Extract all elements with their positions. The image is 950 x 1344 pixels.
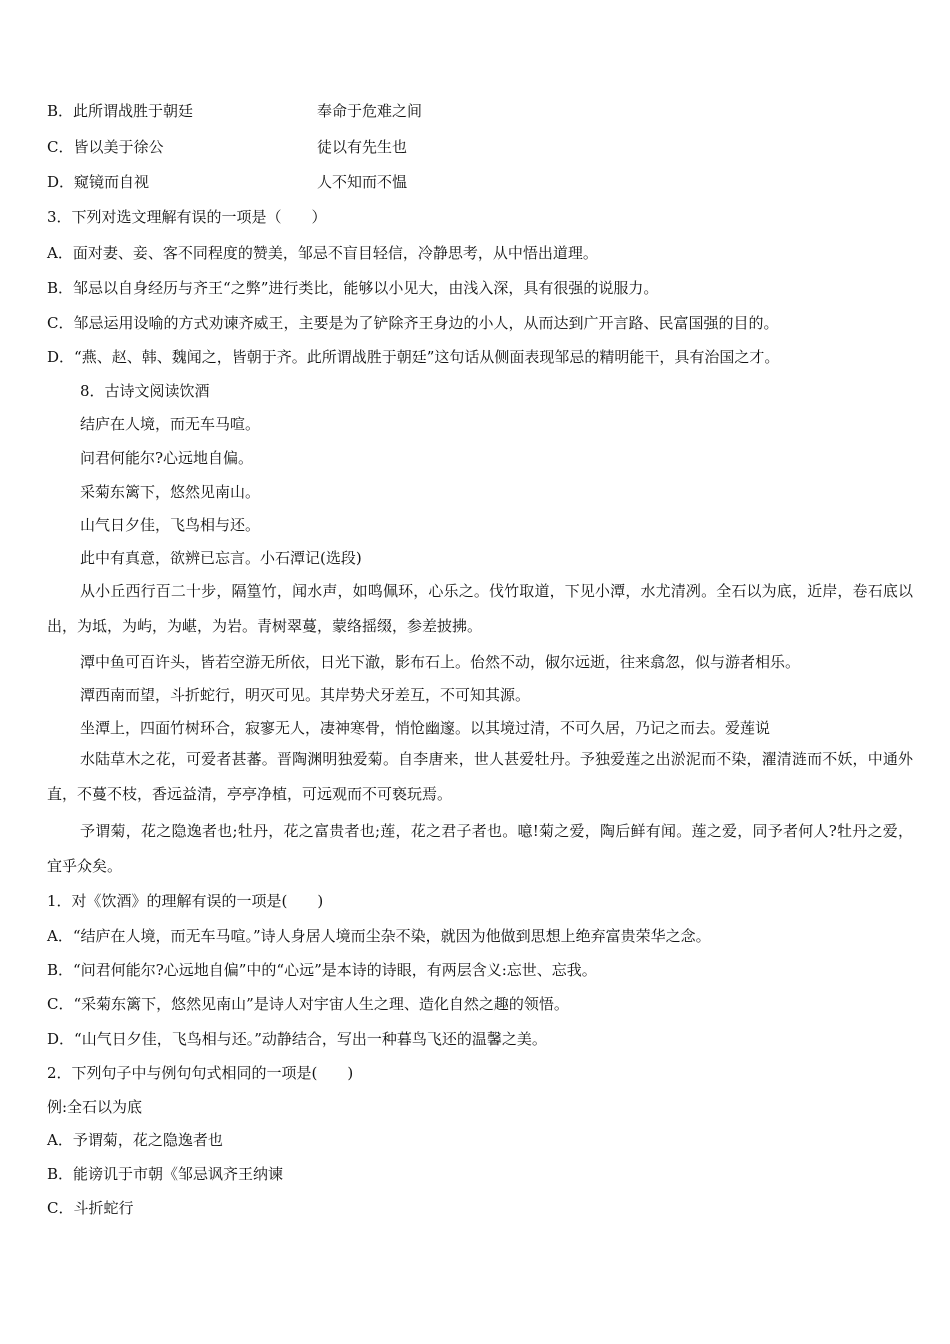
poem-line: 结庐在人境，而无车马喧。 bbox=[80, 415, 261, 433]
xiaoshitan-paragraph: 潭西南而望，斗折蛇行，明灭可见。其岸势犬牙差互，不可知其源。 bbox=[80, 686, 531, 704]
xiaoshitan-paragraph: 坐潭上，四面竹树环合，寂寥无人，凄神寒骨，悄怆幽邃。以其境过清，不可久居，乃记之而去。爱莲说 bbox=[80, 719, 771, 737]
q1-option-b: B．“问君何能尔?心远地自偏”中的“心远”是本诗的诗眼，有两层含义:忘世、忘我。 bbox=[47, 961, 597, 979]
option-right: 徒以有先生也 bbox=[317, 138, 408, 156]
q3-option-d: D．“燕、赵、韩、魏闻之，皆朝于齐。此所谓战胜于朝廷”这句话从侧面表现邹忌的精明能干，具有治国之才。 bbox=[47, 348, 780, 366]
q1-stem: 1．对《饮酒》的理解有误的一项是( ) bbox=[47, 892, 324, 910]
poem-line: 问君何能尔?心远地自偏。 bbox=[80, 449, 254, 467]
q1-option-a: A．“结庐在人境，而无车马喧。”诗人身居人境而尘杂不染，就因为他做到思想上绝弃富贵荣华之念。 bbox=[47, 927, 711, 945]
poem-line: 采菊东篱下，悠然见南山。 bbox=[80, 483, 261, 501]
option-left: B．此所谓战胜于朝廷 bbox=[47, 102, 194, 120]
q2-option-d bbox=[47, 172, 917, 192]
xiaoshitan-paragraph: 从小丘西行百二十步，隔篁竹，闻水声，如鸣佩环，心乐之。伐竹取道，下见小潭，水尤清冽。全石以为底，近岸，卷石底以出，为坻，为屿，为嵁，为岩。青树翠蔓，蒙络摇缀，参差披拂。 bbox=[47, 582, 913, 635]
option-left: C．皆以美于徐公 bbox=[47, 138, 164, 156]
option-right: 人不知而不愠 bbox=[317, 173, 408, 191]
q3-option-c: C．邹忌运用设喻的方式劝谏齐威王，主要是为了铲除齐王身边的小人，从而达到广开言路、民富国强的目的。 bbox=[47, 314, 779, 332]
xiaoshitan-paragraph: 潭中鱼可百许头，皆若空游无所依，日光下澈，影布石上。佁然不动，俶尔远逝，往来翕忽，似与游者相乐。 bbox=[80, 653, 801, 671]
q1-option-d: D．“山气日夕佳，飞鸟相与还。”动静结合，写出一种暮鸟飞还的温馨之美。 bbox=[47, 1030, 547, 1048]
ailian-paragraph: 水陆草木之花，可爱者甚蕃。晋陶渊明独爱菊。自李唐来，世人甚爱牡丹。予独爱莲之出淤泥而不染，濯清涟而不妖，中通外直，不蔓不枝，香远益清，亭亭净植，可远观而不可亵玩焉。 bbox=[47, 750, 913, 803]
poem-line: 山气日夕佳，飞鸟相与还。 bbox=[80, 516, 261, 534]
q2-stem: 2．下列句子中与例句句式相同的一项是( ) bbox=[47, 1064, 354, 1082]
q2-option-b bbox=[47, 101, 917, 121]
poem-line: 此中有真意，欲辨已忘言。小石潭记(选段) bbox=[80, 549, 362, 567]
q3-option-a: A．面对妻、妾、客不同程度的赞美，邹忌不盲目轻信，冷静思考，从中悟出道理。 bbox=[47, 244, 598, 262]
q2b-option-c: C．斗折蛇行 bbox=[47, 1199, 134, 1217]
ailian-paragraph: 予谓菊，花之隐逸者也;牡丹，花之富贵者也;莲，花之君子者也。噫!菊之爱，陶后鲜有闻。莲之爱，同予者何人?牡丹之爱，宜乎众矣。 bbox=[47, 822, 913, 875]
option-right: 奉命于危难之间 bbox=[317, 102, 423, 120]
section-8-title: 8．古诗文阅读饮酒 bbox=[80, 382, 210, 400]
q3-option-b: B．邹忌以自身经历与齐王“之弊”进行类比，能够以小见大，由浅入深，具有很强的说服力。 bbox=[47, 279, 659, 297]
q1-option-c: C．“采菊东篱下，悠然见南山”是诗人对宇宙人生之理、造化自然之趣的领悟。 bbox=[47, 995, 569, 1013]
option-left: D．窥镜而自视 bbox=[47, 173, 150, 191]
q2-option-c bbox=[47, 137, 917, 157]
q3-stem: 3．下列对选文理解有误的一项是（ ） bbox=[47, 208, 327, 226]
q2-example: 例:全石以为底 bbox=[47, 1098, 143, 1116]
q2b-option-b: B．能谤讥于市朝《邹忌讽齐王纳谏 bbox=[47, 1165, 284, 1183]
q2b-option-a: A．予谓菊，花之隐逸者也 bbox=[47, 1131, 223, 1149]
